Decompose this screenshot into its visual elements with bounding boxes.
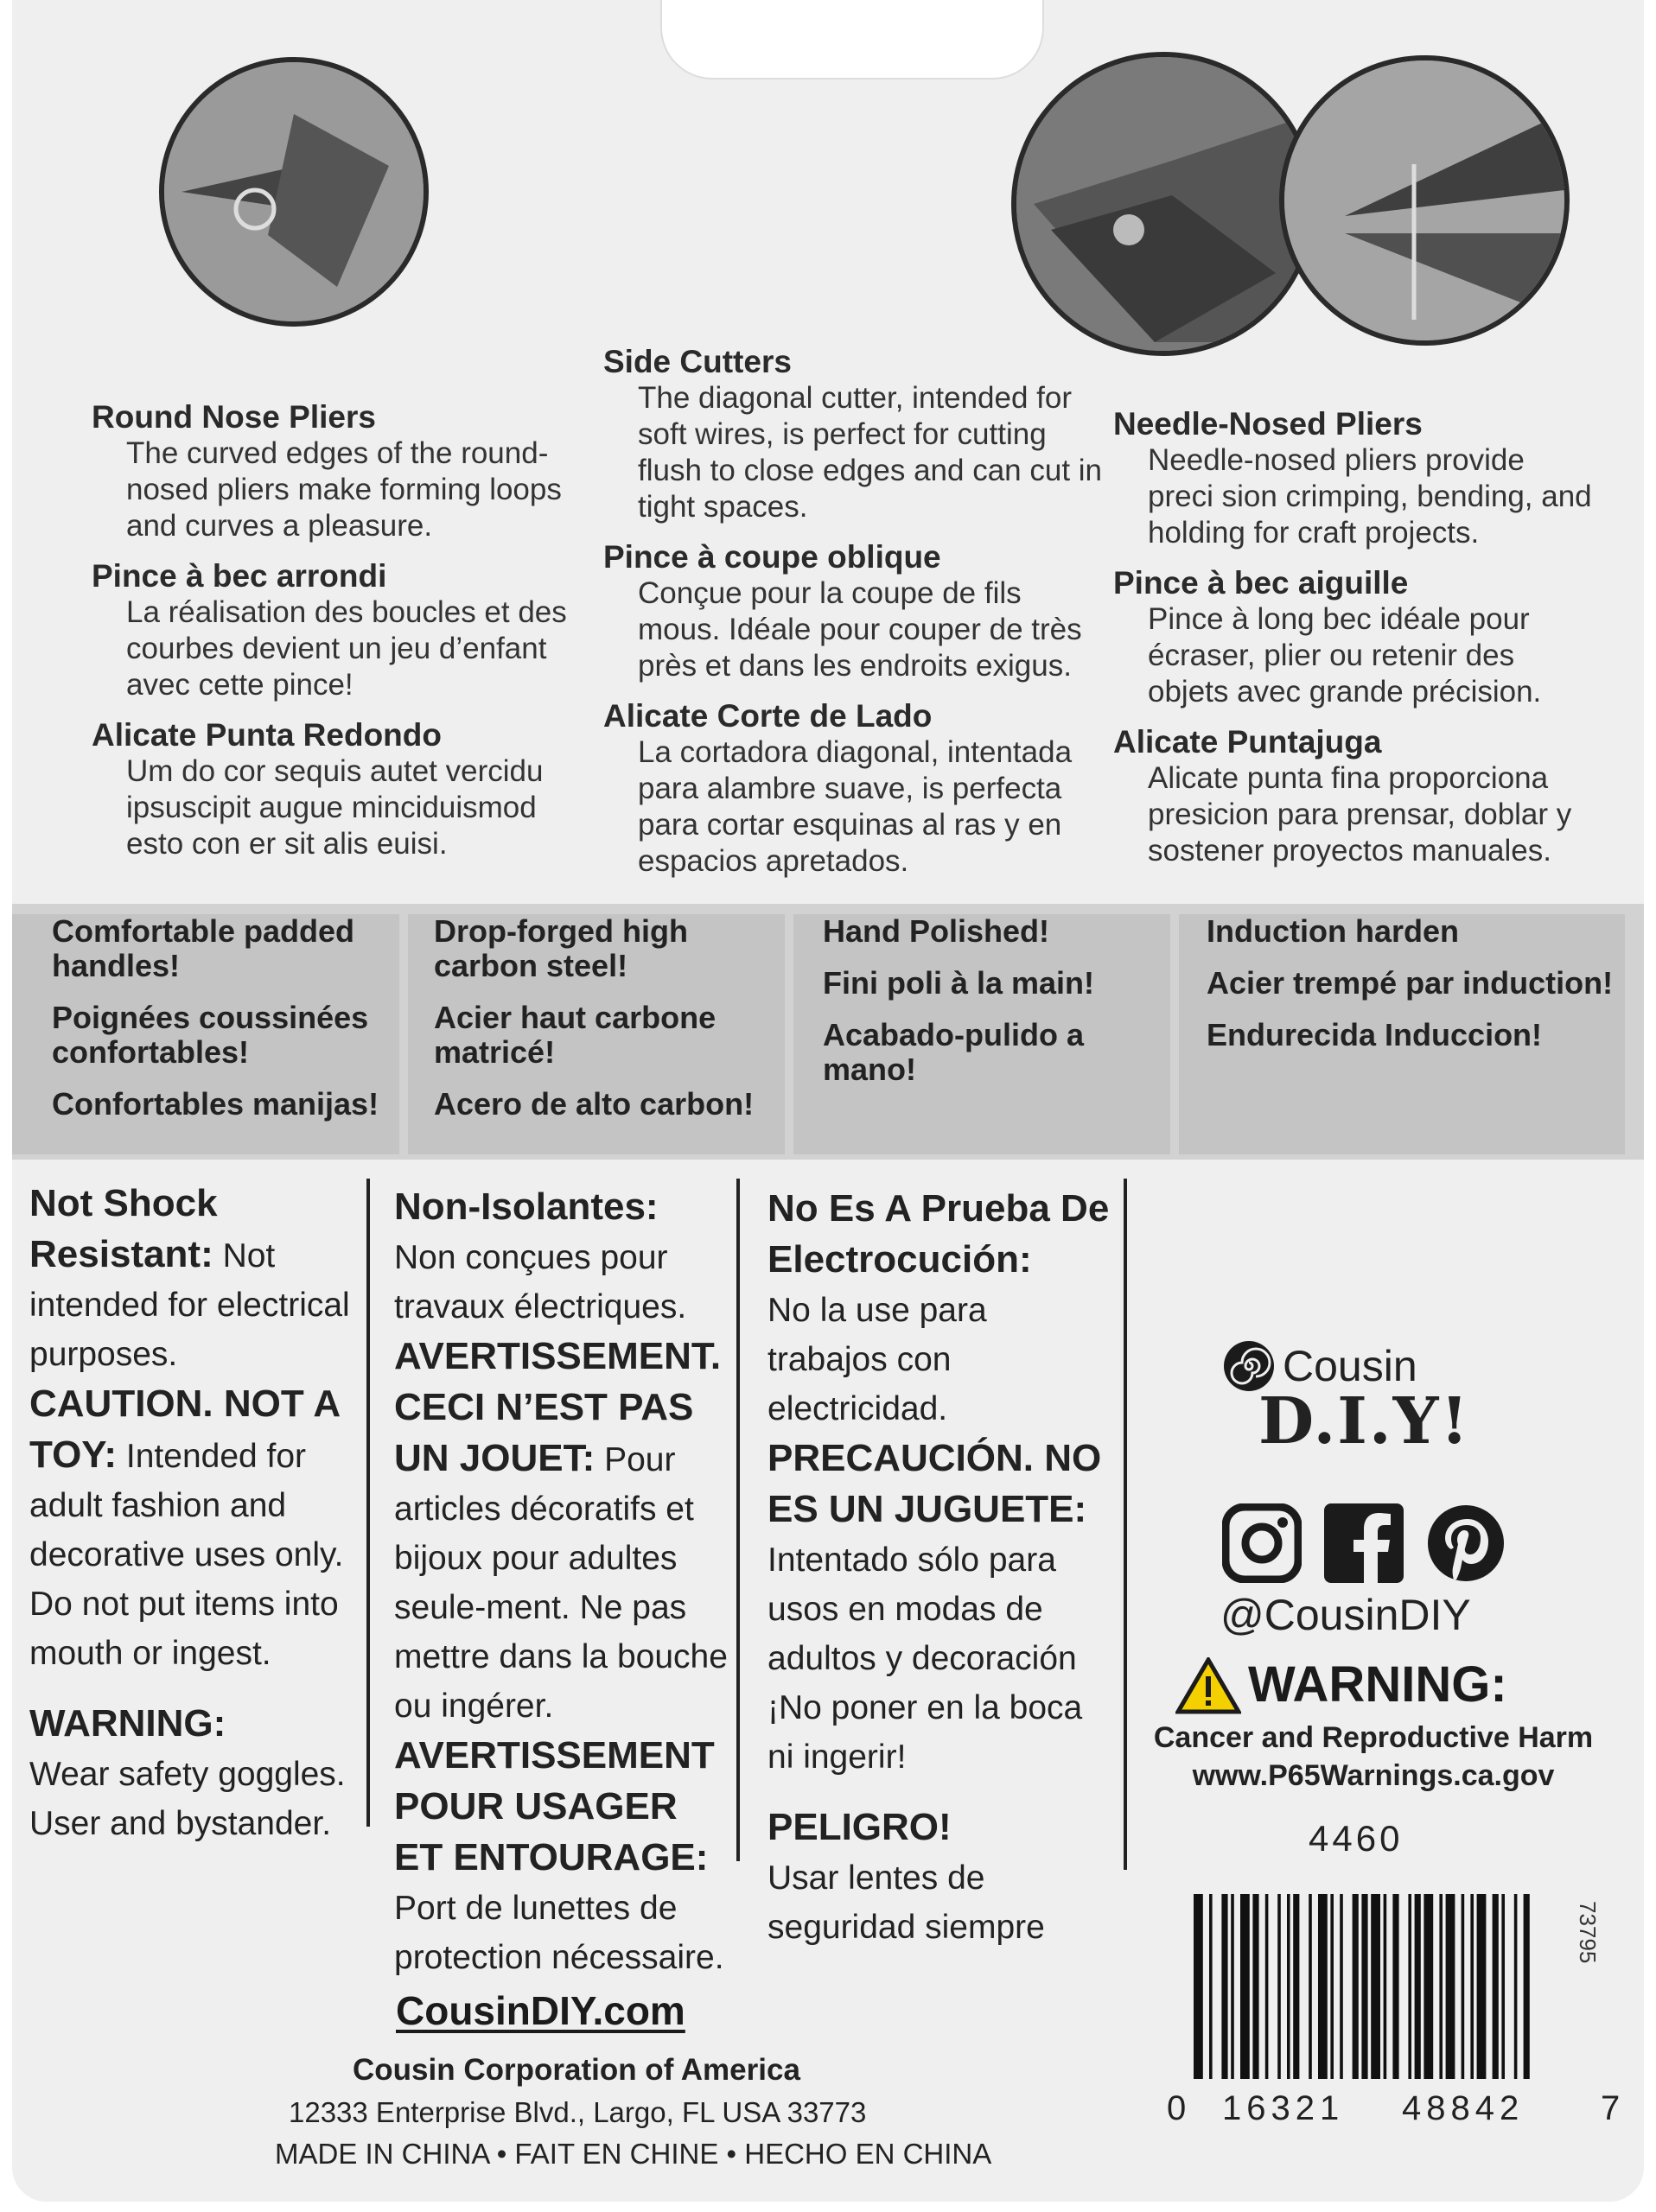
barcode-bar [1287,1894,1290,2079]
cousin-diy-logo [1222,1331,1533,1459]
barcode-group-2: 48842 [1402,2089,1525,2127]
barcode-bar [1384,1894,1387,2079]
feature-fr: Poignées coussinées confortables! [52,1000,369,1070]
barcode-right-digit: 7 [1601,2089,1621,2127]
barcode-bar [1371,1894,1380,2079]
feature-column-handles [12,914,399,1154]
barcode-bar [1514,1894,1518,2079]
warning-heading: WARNING: [29,1702,226,1745]
side-code: 73795 [1575,1901,1601,1964]
tool-desc-es: Um do cor sequis autet vercidu ipsuscipit augue minciduismod esto con er sit alis euisi. [126,754,544,861]
tool-round-nose [92,399,584,876]
feature-es: Confortables manijas! [52,1086,379,1122]
warning-heading: AVERTISSEMENT. CECI N’EST PAS UN JOUET: [394,1335,722,1479]
barcode-bar [1330,1894,1334,2079]
barcode-bar [1252,1894,1258,2079]
warning-heading: CAUTION. NOT A TOY: [29,1382,340,1476]
warning-triangle-icon [1175,1657,1241,1714]
barcode-left-digit: 0 [1167,2089,1187,2127]
tool-desc-es: Alicate punta fina proporciona presicion para prensar, doblar y sostener proyectos manuales. [1148,761,1572,868]
barcode-bar [1309,1894,1312,2079]
side-cutters-photo [1011,52,1315,356]
tool-name-es: Alicate Punta Redondo [92,717,442,753]
tool-desc: The curved edges of the round-nosed pliers make forming loops and curves a pleasure. [126,436,562,543]
barcode-bar [1293,1894,1299,2079]
warning-text: Intentado sólo para usos en modas de adultos y decoración ¡No poner en la boca ni ingerir! [767,1541,1083,1776]
tool-name-es: Alicate Puntajuga [1113,724,1382,760]
tool-desc-es: La cortadora diagonal, intentada para alambre suave, is perfecta para cortar esquinas al ras y en espacios apretados. [638,735,1073,878]
social-icons [1222,1503,1516,1590]
feature-fr: Acier trempé par induction! [1207,965,1614,1001]
needle-nosed-pliers-photo [1279,55,1570,346]
tool-name-fr: Pince à bec aiguille [1113,565,1409,601]
tool-desc-fr: Pince à long bec idéale pour écraser, plier ou retenir des objets avec grande précision. [1148,602,1542,709]
feature-en: Comfortable padded handles! [52,913,355,983]
tool-side-cutters [603,344,1105,893]
warnings-french [394,1182,731,1982]
warning-text: Wear safety goggles. User and bystander. [29,1756,346,1842]
barcode-bar [1240,1894,1250,2079]
cousin-wordmark: Cousin [1283,1342,1417,1390]
warnings-spanish [767,1184,1113,1952]
barcode-bar [1340,1894,1343,2079]
feature-en: Induction harden [1207,913,1459,949]
warning-text: No la use para trabajos con electricidad. [767,1292,987,1427]
warning-heading: Non-Isolantes: [394,1185,659,1228]
instagram-icon[interactable] [1222,1503,1302,1583]
barcode-bar [1415,1894,1421,2079]
barcode-bar [1477,1894,1487,2079]
tool-name: Round Nose Pliers [92,399,376,435]
feature-column-induction [1179,914,1625,1154]
warning-heading: No Es A Prueba De Electrocución: [767,1187,1110,1281]
social-handle[interactable]: @CousinDIY [1220,1591,1471,1639]
company-address: 12333 Enterprise Blvd., Largo, FL USA 33773 [289,2096,867,2128]
barcode-bar [1265,1894,1269,2079]
barcode-bar [1353,1894,1359,2079]
prop65-line1: Cancer and Reproductive Harm [1153,1721,1594,1754]
warning-text: Port de lunettes de protection nécessaire. [394,1890,724,1976]
barcode-bar [1231,1894,1234,2079]
divider [736,1179,740,1861]
barcode-bar [1361,1894,1367,2079]
barcode-bar [1424,1894,1433,2079]
feature-column-steel [408,914,785,1154]
tool-desc: The diagonal cutter, intended for soft wires, is perfect for cutting flush to close edges and can cut in tight spaces. [638,381,1103,524]
prop65-link[interactable]: www.P65Warnings.ca.gov [1192,1759,1555,1792]
tool-desc: Needle-nosed pliers provide preci sion crimping, bending, and holding for craft projects. [1148,443,1592,550]
barcode-bar [1392,1894,1398,2079]
pinterest-icon[interactable] [1426,1503,1506,1583]
barcode-bar [1446,1894,1455,2079]
barcode-bar [1501,1894,1505,2079]
barcode-bar [1493,1894,1499,2079]
barcode-bar [1221,1894,1227,2079]
feature-es: Acabado-pulido a mano! [823,1017,1085,1087]
divider [366,1179,370,1827]
feature-fr: Acier haut carbone matricé! [434,1000,717,1070]
tool-desc-fr: Conçue pour la coupe de fils mous. Idéale pour couper de très près et dans les endroits exigus. [638,576,1082,683]
company-name: Cousin Corporation of America [353,2053,800,2087]
website-link[interactable]: CousinDIY.com [396,1988,685,2033]
warning-heading: Not Shock Resistant: [29,1182,218,1275]
feature-en: Hand Polished! [823,913,1050,949]
barcode-bar [1408,1894,1411,2079]
package-card [12,0,1644,2202]
country-of-origin: MADE IN CHINA • FAIT EN CHINE • HECHO EN CHINA [275,2138,992,2170]
hang-hole [660,0,1044,79]
feature-es: Endurecida Induccion! [1207,1017,1543,1052]
barcode-bar [1462,1894,1465,2079]
item-number: 4460 [1309,1818,1404,1859]
warnings-english [29,1179,366,1848]
warning-heading: PELIGRO! [767,1806,952,1848]
tool-name: Needle-Nosed Pliers [1113,406,1423,442]
diy-wordmark: D.I.Y! [1258,1384,1470,1459]
warning-text: Non conçues pour travaux électriques. [394,1239,687,1325]
feature-column-polished [793,914,1170,1154]
tool-desc-fr: La réalisation des boucles et des courbes devient un jeu d’enfant avec cette pince! [126,595,567,702]
warning-text: Pour articles décoratifs et bijoux pour adultes seule-ment. Ne pas mettre dans la bouche ou ingérer. [394,1441,728,1725]
barcode-bar [1209,1894,1213,2079]
warning-text: Usar lentes de seguridad siempre [767,1859,1045,1946]
warning-heading: PRECAUCIÓN. NO ES UN JUGUETE: [767,1437,1102,1530]
barcode-bar [1470,1894,1474,2079]
round-nose-pliers-photo [159,57,429,327]
barcode-bar [1318,1894,1328,2079]
tool-name-fr: Pince à bec arrondi [92,558,387,594]
warning-text: Not intended for electrical purposes. [29,1237,350,1373]
prop65-title: WARNING: [1248,1656,1507,1713]
barcode-group-1: 16321 [1222,2089,1345,2127]
upc-barcode [1194,1894,1593,2079]
tool-name: Side Cutters [603,344,792,379]
barcode-bar [1524,1894,1530,2079]
feature-fr: Fini poli à la main! [823,965,1095,1001]
facebook-icon[interactable] [1324,1503,1404,1583]
barcode-bar [1277,1894,1281,2079]
warning-text: Intended for adult fashion and decorative uses only. Do not put items into mouth or ingest. [29,1438,344,1672]
feature-es: Acero de alto carbon! [434,1086,755,1122]
warning-heading: AVERTISSEMENT POUR USAGER ET ENTOURAGE: [394,1734,715,1878]
barcode-bar [1194,1894,1203,2079]
feature-en: Drop-forged high carbon steel! [434,913,688,983]
tool-name-fr: Pince à coupe oblique [603,539,941,575]
tool-needle-nosed [1113,406,1597,883]
barcode-bar [1439,1894,1443,2079]
tool-name-es: Alicate Corte de Lado [603,698,933,734]
